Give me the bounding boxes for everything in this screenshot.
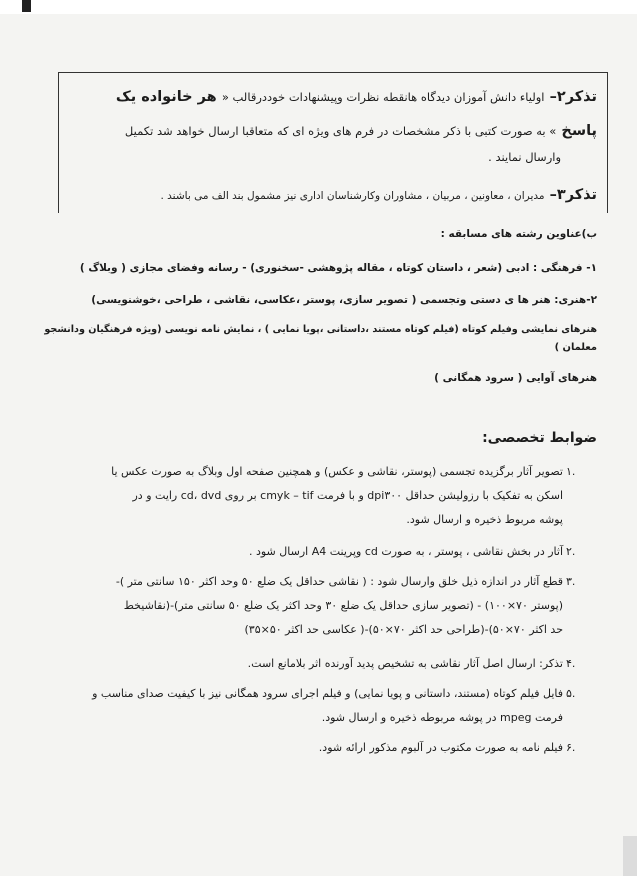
rule-5-number: ۵. [566,687,576,700]
rule-5-line-2: فرمت mpeg در پوشه مربوطه ذخیره و ارسال شود. [321,711,563,724]
rule-3-line-3: حد اکثر ۷۰×۵۰)-(طراحی حد اکثر ۷۰×۵۰)-( عکاسی حد اکثر ۵۰×۳۵) [244,623,563,636]
note2-text3: وارسال نمایند . [488,150,561,164]
rule-1-text [63,460,563,532]
rule-2-text [63,540,563,564]
rules-heading: ضوابط تخصصی: [482,430,597,446]
rule-1-number: ۱. [566,465,576,478]
rule-6-text [63,736,563,760]
note3-label: تذکر۳– [549,187,597,203]
section-b-heading: ب)عناوین رشته های مسابقه : [440,228,597,240]
section-b-line-3: هنرهای نمایشی وفیلم کوتاه (فیلم کوتاه مستند ،داستانی ،پویا نمایی ) ، نمایش نامه نویسی (ویژه فرهنگیان ودانشجو [44,324,597,335]
binder-mark [22,0,31,12]
rule-3-line-1: قطع آثار در اندازه ذیل خلق وارسال شود : ( نقاشی حداقل یک ضلع ۵۰ وحد اکثر ۱۵۰ سانتی متر )- [115,575,563,588]
rule-4-text [63,652,563,676]
rule-3-number: ۳. [566,575,576,588]
note3-line [160,184,597,203]
rule-1-line-1: تصویر آثار برگزیده تجسمی (پوستر، نقاشی و عکس) و همچنین صفحه اول وبلاگ به صورت عکس یا [111,465,563,478]
section-b-line-4: معلمان ) [554,342,597,353]
scan-top-edge [0,0,637,14]
note2-highlight2: پاسخ [561,123,597,139]
rule-6-line-1: فیلم نامه به صورت مکتوب در آلبوم مذکور ارائه شود. [318,741,563,754]
note2-label: تذکر۲– [549,89,597,105]
rule-4-number: ۴. [566,657,576,670]
scan-shadow-corner [623,836,637,876]
note2-line2 [125,120,597,139]
rule-4-line-1: تذکر: ارسال اصل آثار نقاشی به تشخیص پدید آورنده اثر بلامانع است. [247,657,563,670]
section-b-line-5: هنرهای آوایی ( سرود همگانی ) [434,372,597,384]
note2-text2: » به صورت کتبی با ذکر مشخصات در فرم های ویژه ای که متعاقبا ارسال خواهد شد تکمیل [124,124,557,138]
note2-line1 [116,86,597,105]
rule-5-text [63,682,563,730]
rule-5-line-1: فایل فیلم کوتاه (مستند، داستانی و پویا نمایی) و فیلم اجرای سرود همگانی نیز با کیفیت صدای مناسب و [92,687,563,700]
rule-6-number: ۶. [566,741,576,754]
section-b-line-2: ۲-هنری: هنر ها ی دستی وتجسمی ( تصویر سازی، پوستر ،عکاسی، نقاشی ، طراحی ،خوشنویسی) [91,294,597,306]
rule-3-line-2: (پوستر ۷۰×۱۰۰) - (تصویر سازی حداقل یک ضلع ۳۰ وحد اکثر یک ضلع ۵۰ سانتی متر)-(نقاشیخط [123,599,563,612]
rule-2-line-1: آثار در بخش نقاشی ، پوستر ، به صورت cd وپرینت A4 ارسال شود . [248,545,563,558]
rule-2-number: ۲. [566,545,576,558]
note2-text1: اولیاء دانش آموزان دیدگاه هانقطه نظرات وپیشنهادات خوددرقالب « [221,90,545,104]
rule-1-line-2: اسکن به تفکیک با رزولیشن حداقل dpi۳۰۰ و با فرمت cmyk – tif بر روی cd، dvd رایت و در [132,489,563,502]
note3-text: مدیران ، معاونین ، مربیان ، مشاوران وکارشناسان اداری نیز مشمول بند الف می باشند . [160,190,545,202]
section-b-line-1: ۱- فرهنگی : ادبی (شعر ، داستان کوتاه ، مقاله پژوهشی -سخنوری) - رسانه وفضای مجازی ( وبلاگ ) [79,262,597,274]
note2-highlight1: هر خانواده یک [115,89,217,105]
rule-3-text [63,570,563,642]
rule-1-line-3: پوشه مربوط ذخیره و ارسال شود. [406,513,563,526]
